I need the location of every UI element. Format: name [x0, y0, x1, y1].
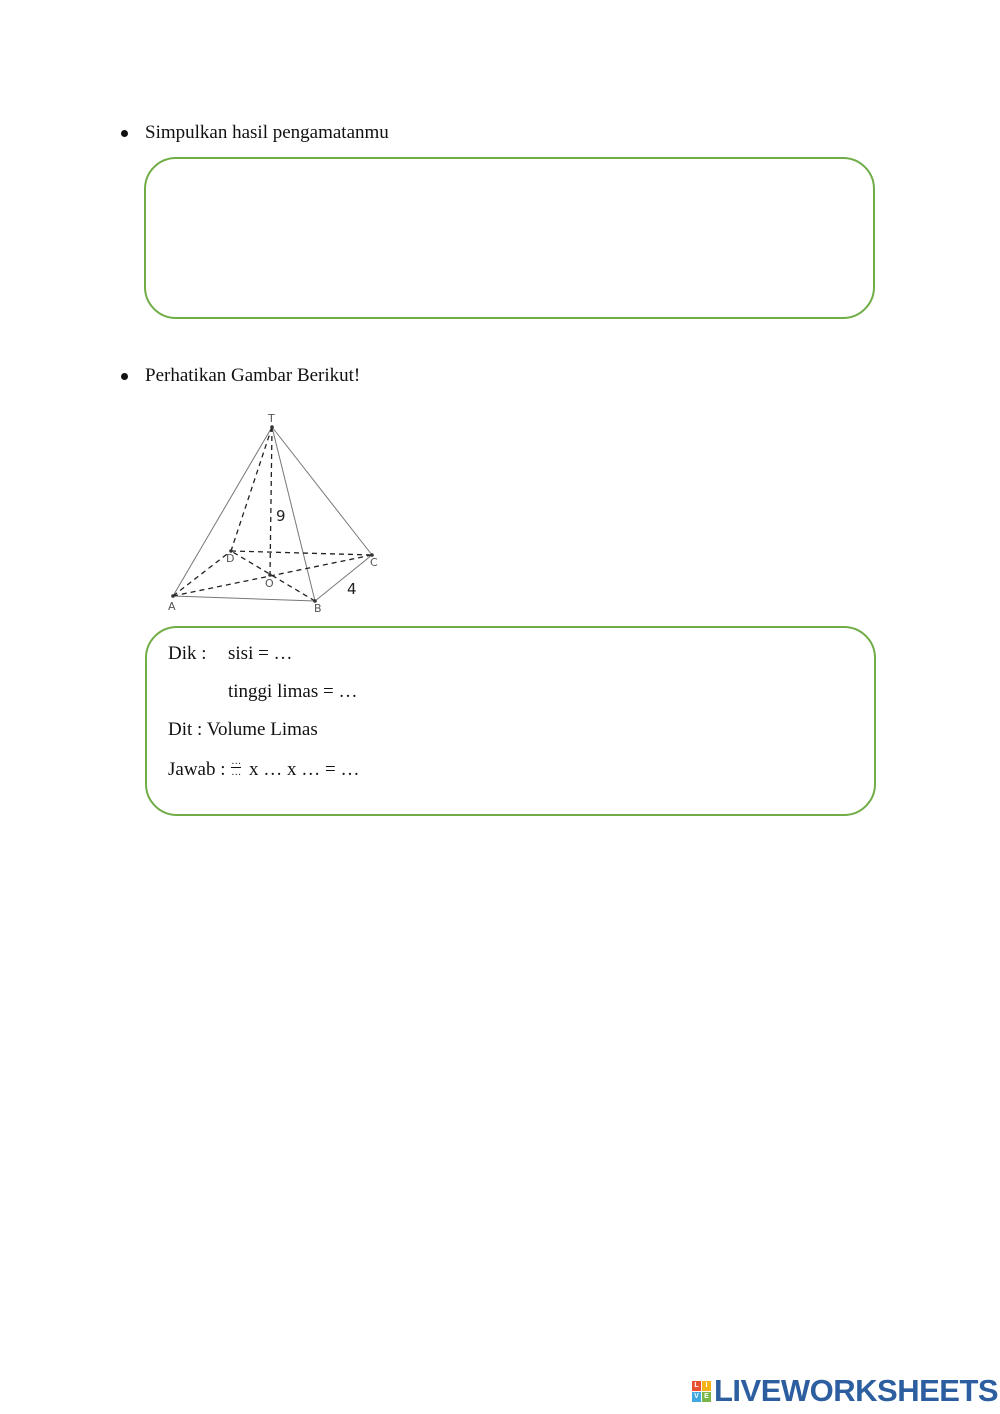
logo-cell-e: E: [702, 1392, 711, 1402]
logo-grid-icon: [692, 1381, 711, 1402]
conclusion-answer-box[interactable]: [144, 157, 875, 319]
tinggi-line[interactable]: tinggi limas = …: [228, 681, 358, 702]
side-label: 4: [347, 580, 357, 598]
bullet-simpulkan: [121, 122, 389, 144]
label-D: D: [226, 552, 235, 565]
edge-TC: [272, 427, 372, 555]
logo-text: LIVEWORKSHEETS: [714, 1373, 999, 1408]
edge-AD: [173, 551, 231, 596]
logo-cell-v: V: [692, 1392, 701, 1402]
fraction-denominator: …: [231, 767, 242, 779]
diagonal-BD: [231, 551, 315, 601]
label-A: A: [168, 600, 176, 613]
edge-TD: [231, 427, 272, 551]
label-O: O: [265, 577, 274, 590]
label-C: C: [370, 556, 378, 569]
height-label: 9: [276, 507, 286, 525]
jawab-expression: x … x … = …: [249, 759, 360, 780]
liveworksheets-logo: [692, 1373, 998, 1409]
edge-BC: [315, 555, 372, 601]
label-B: B: [314, 602, 322, 615]
pyramid-figure: [160, 405, 400, 620]
bullet-dot: [121, 130, 128, 137]
jawab-label: Jawab :: [168, 759, 226, 780]
edge-AB: [173, 596, 315, 601]
logo-cell-l: L: [692, 1381, 701, 1391]
bullet-text: Perhatikan Gambar Berikut!: [145, 365, 361, 386]
fraction-numerator: …: [231, 756, 242, 768]
jawab-line[interactable]: [168, 756, 360, 781]
logo-cell-i: I: [702, 1381, 711, 1391]
edge-TA: [173, 427, 272, 596]
bullet-text: Simpulkan hasil pengamatanmu: [145, 122, 389, 143]
fraction[interactable]: [231, 758, 241, 777]
bullet-dot: [121, 373, 128, 380]
dit-line: Dit : Volume Limas: [168, 719, 318, 740]
edge-DC: [231, 551, 372, 555]
label-T: T: [268, 412, 275, 425]
sisi-line[interactable]: sisi = …: [228, 643, 293, 664]
dik-label: Dik :: [168, 643, 207, 664]
bullet-perhatikan: [121, 365, 360, 387]
